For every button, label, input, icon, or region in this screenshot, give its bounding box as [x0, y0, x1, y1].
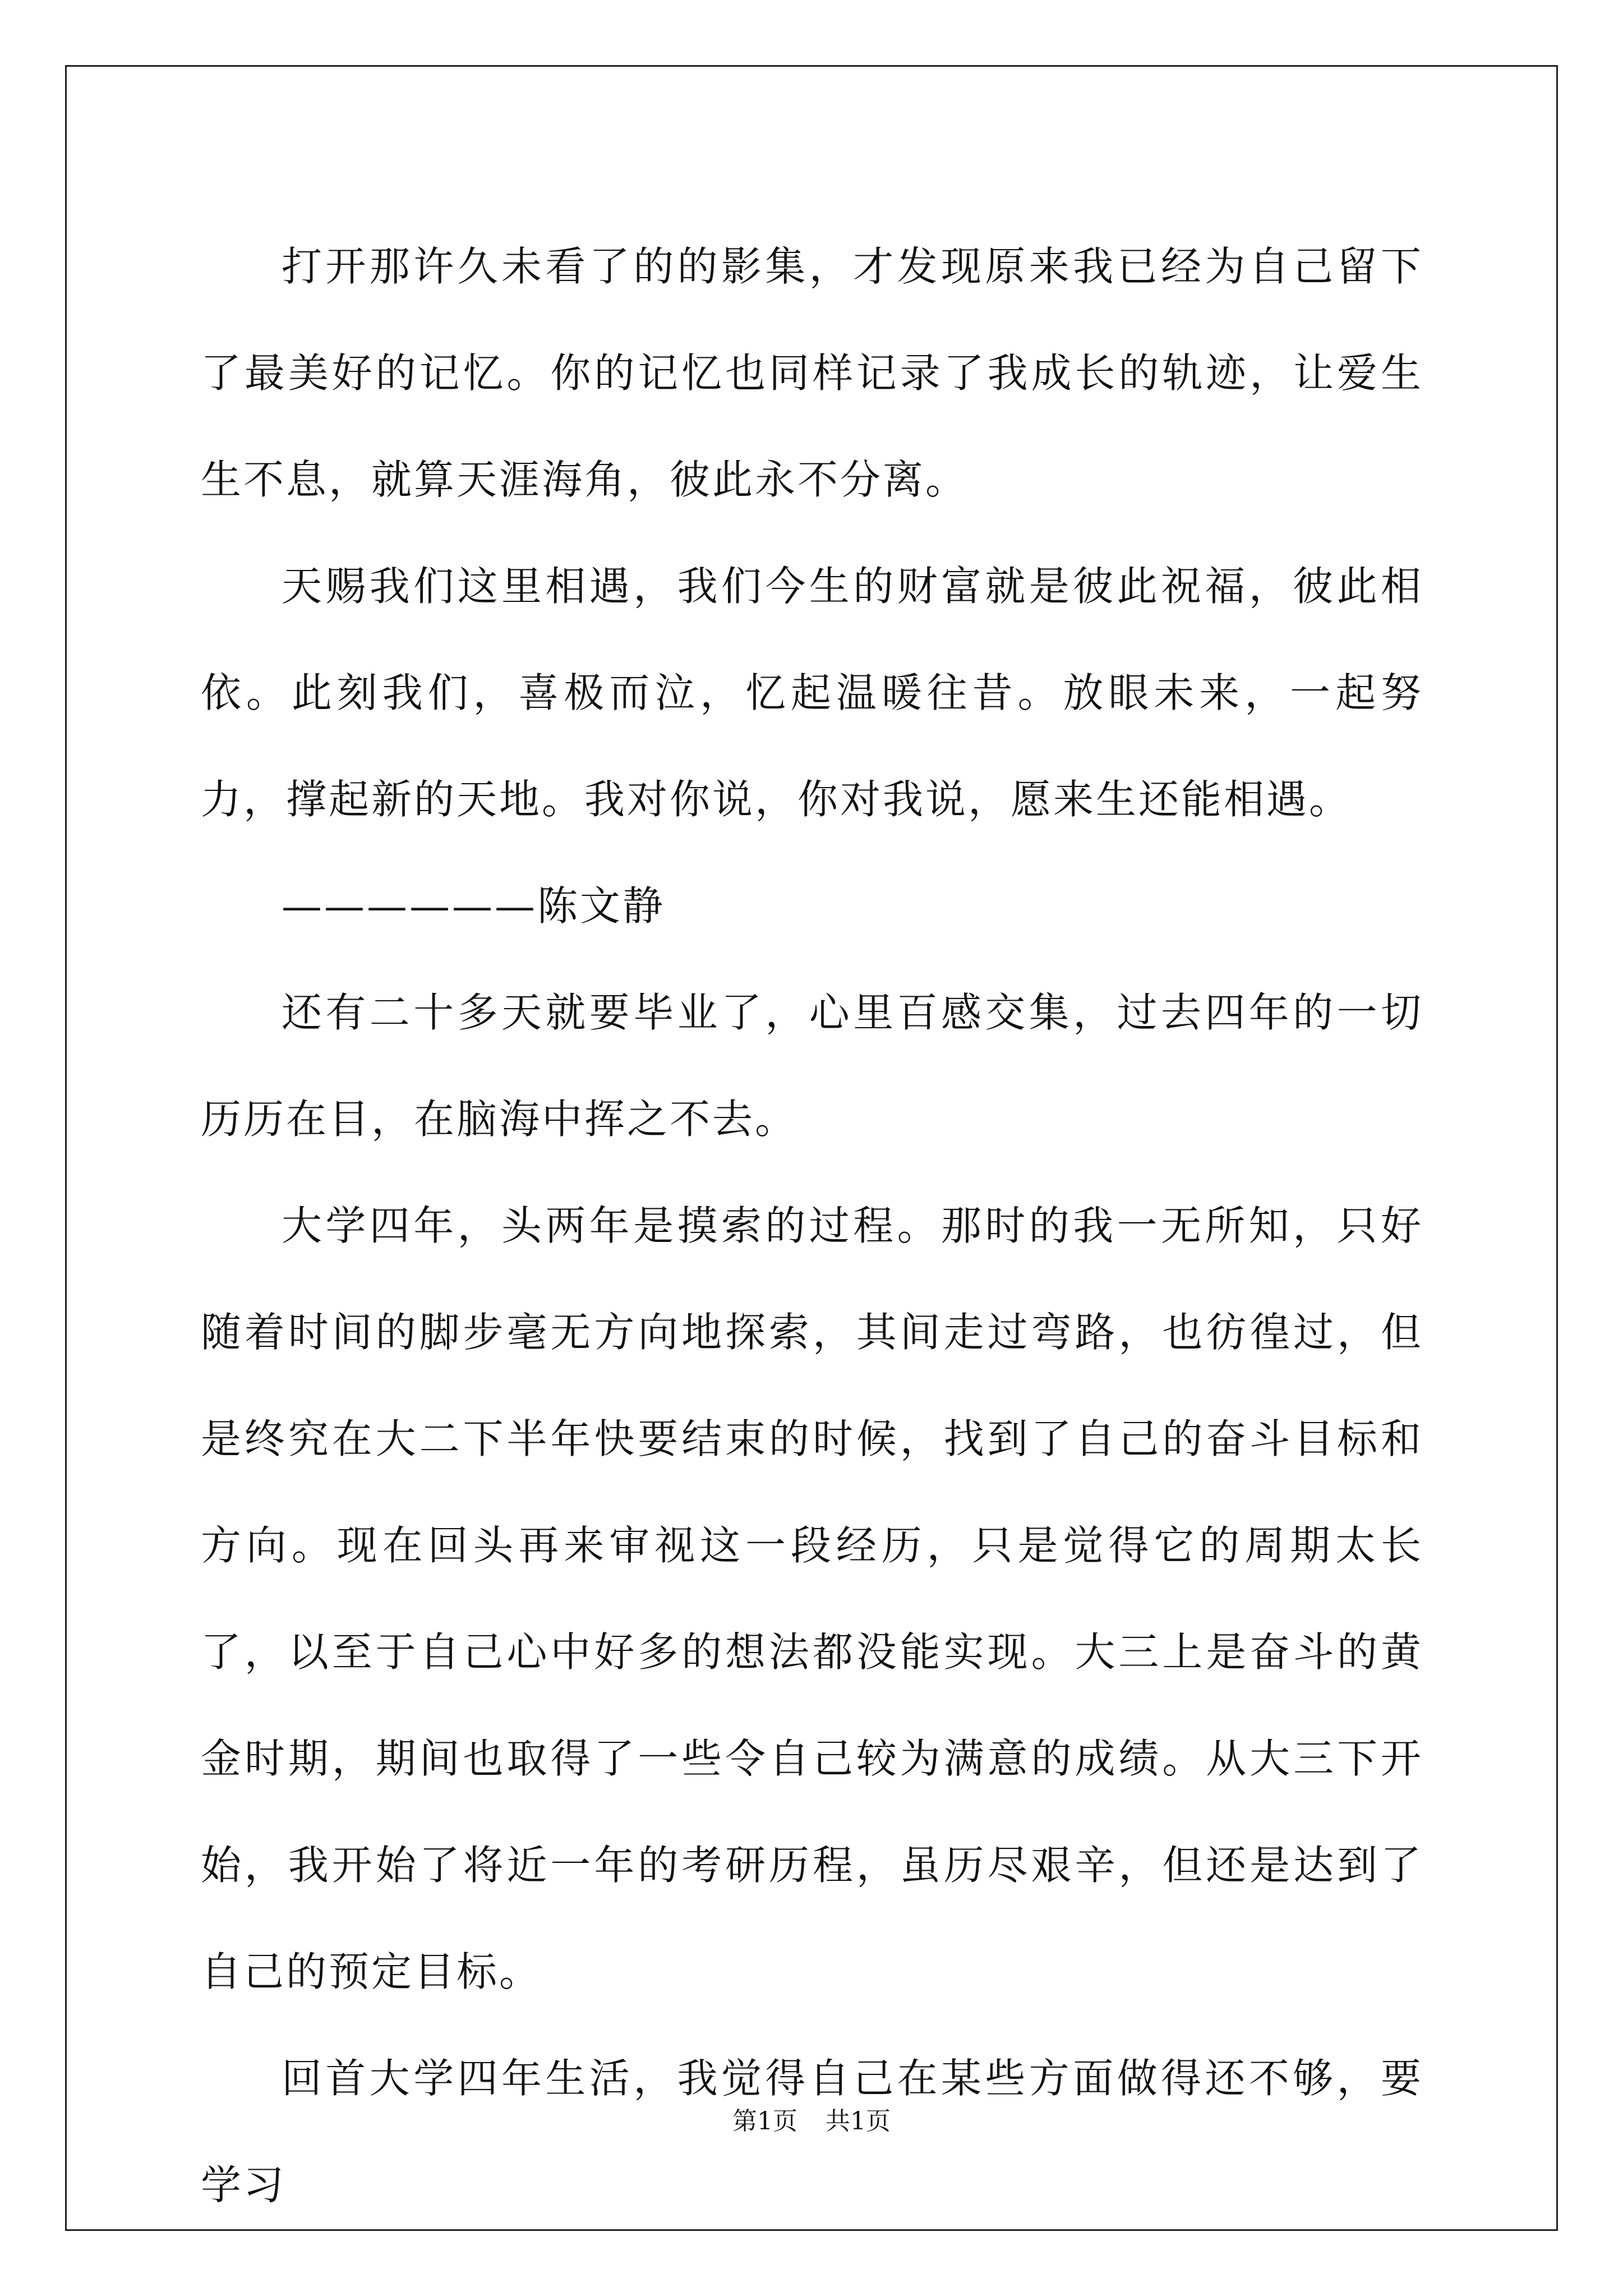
paragraph-4: 大学四年，头两年是摸索的过程。那时的我一无所知，只好随着时间的脚步毫无方向地探索，其间走过弯路，也彷徨过，但是终究在大二下半年快要结束的时候，找到了自己的奋斗目标和方向。现在回头再来审视这一段经历，只是觉得它的周期太长了，以至于自己心中好多的想法都没能实现。大三上是奋斗的黄金时期，期间也取得了一些令自己较为满意的成绩。从大三下开始，我开始了将近一年的考研历程，虽历尽艰辛，但还是达到了自己的预定目标。: [201, 1202, 1423, 1995]
signature: ——————陈文静: [282, 882, 666, 930]
page-number: 第1页: [732, 2107, 797, 2136]
page-footer: [0, 2101, 1623, 2137]
paragraph-3: 还有二十多天就要毕业了，心里百感交集，过去四年的一切历历在目，在脑海中挥之不去。: [201, 989, 1423, 1143]
paragraph-5: 回首大学四年生活，我觉得自己在某些方面做得还不够，要学习: [201, 2055, 1423, 2208]
page-total: 共1页: [826, 2107, 891, 2136]
paragraph-1: 打开那许久未看了的的影集，才发现原来我已经为自己留下了最美好的记忆。你的记忆也同样记录了我成长的轨迹，让爱生生不息，就算天涯海角，彼此永不分离。: [201, 243, 1423, 503]
document-body: [201, 213, 1423, 2238]
paragraph-2: 天赐我们这里相遇，我们今生的财富就是彼此祝福，彼此相依。此刻我们，喜极而泣，忆起温暖往昔。放眼未来，一起努力，撑起新的天地。我对你说，你对我说，愿来生还能相遇。: [201, 563, 1423, 823]
